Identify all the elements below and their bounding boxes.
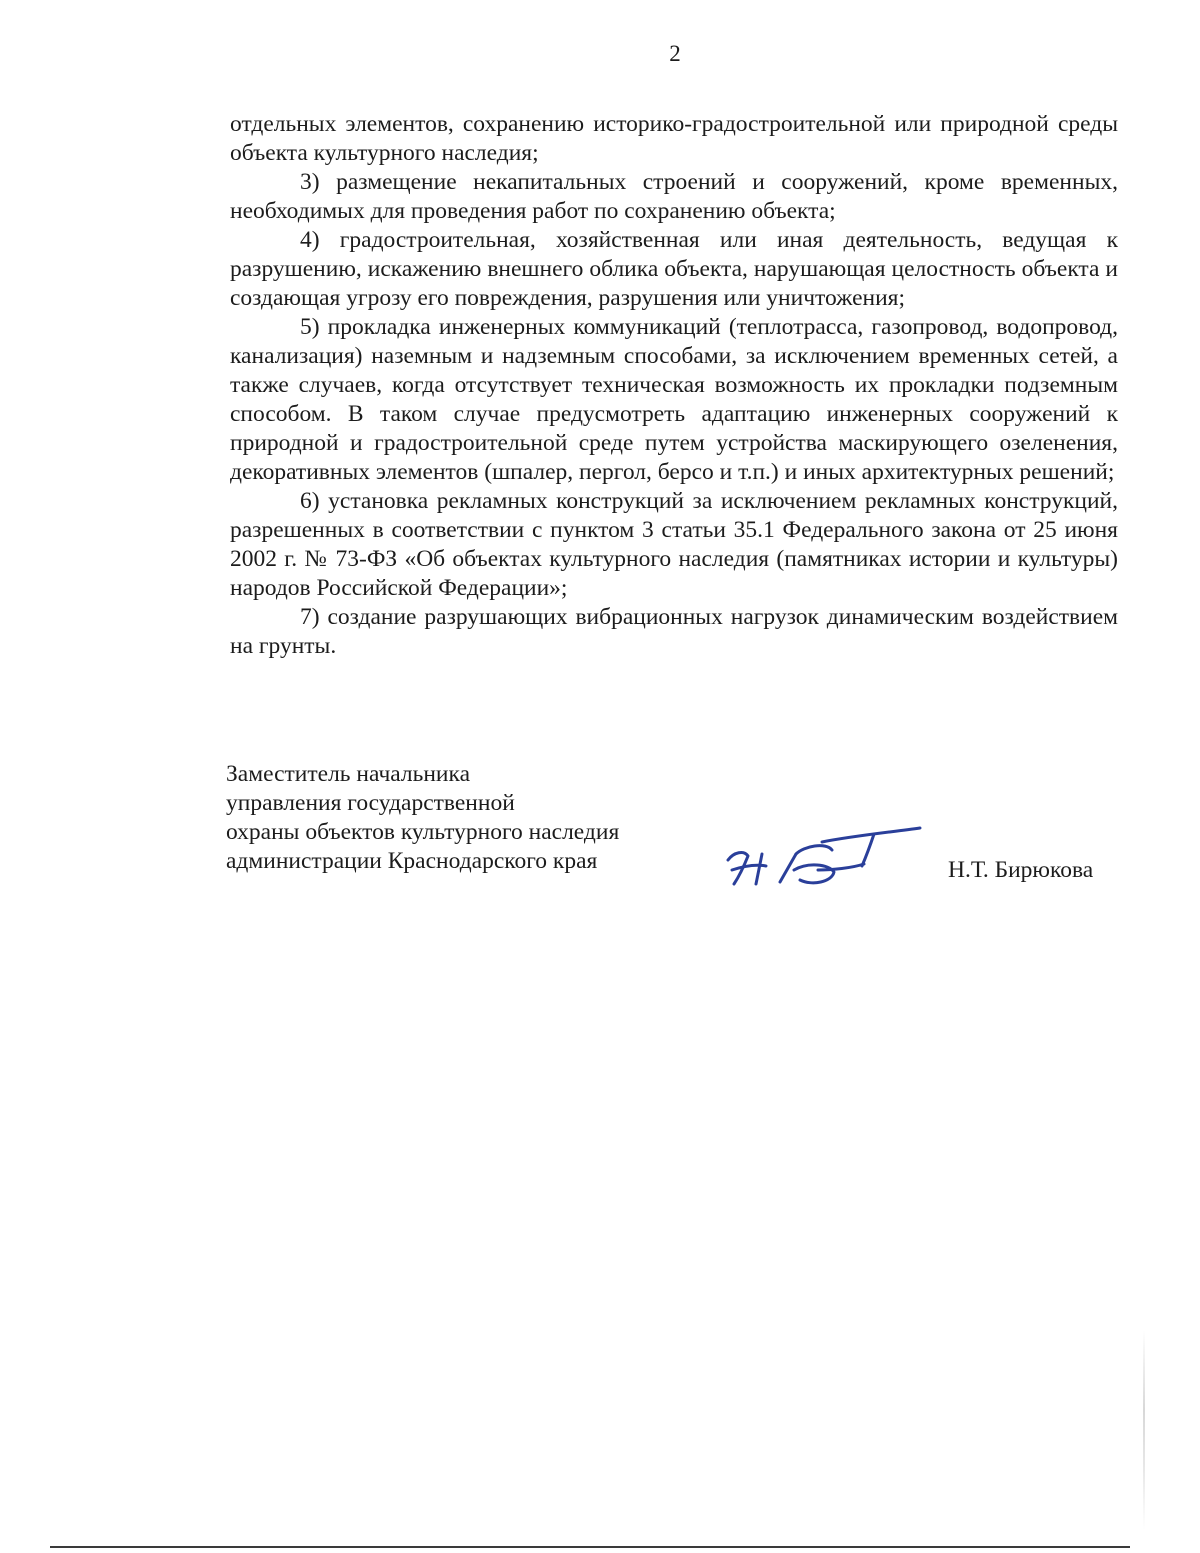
paragraph-item-4: 4) градостроительная, хозяйственная или иная деятельность, ведущая к разрушению, искажению внешнего облика объекта, нарушающая целостность объекта и создающая угрозу его повреждения, разрушения или уничтожения;	[230, 227, 1118, 311]
handwritten-signature	[722, 826, 922, 896]
position-line-3: охраны объектов культурного наследия	[226, 819, 620, 845]
paragraph-item-6: 6) установка рекламных конструкций за исключением рекламных конструкций, разрешенных в соответствии с пунктом 3 статьи 35.1 Федерального закона от 25 июня 2002 г. № 73-ФЗ «Об объектах культурного наследия (памятниках истории и культуры) народов Российской Федерации»;	[230, 488, 1118, 601]
paragraph-item-3: 3) размещение некапитальных строений и сооружений, кроме временных, необходимых для проведения работ по сохранению объекта;	[230, 169, 1118, 224]
paragraph-item-7: 7) создание разрушающих вибрационных нагрузок динамическим воздействием на грунты.	[230, 604, 1118, 659]
scan-edge-shadow	[1143, 1330, 1145, 1530]
signer-name: Н.Т. Бирюкова	[948, 857, 1094, 883]
paragraph-continuation: отдельных элементов, сохранению историко-градостроительной или природной среды объекта культурного наследия;	[230, 111, 1118, 166]
signatory-position	[226, 760, 696, 876]
page-number: 2	[669, 41, 681, 66]
paragraph-item-5: 5) прокладка инженерных коммуникаций (теплотрасса, газопровод, водопровод, канализация) наземным и надземным способами, за исключением временных сетей, а также случаев, когда отсутствует техническая возможность их прокладки подземным способом. В таком случае предусмотреть адаптацию инженерных сооружений к природной и градостроительной среде путем устройства маскирующего озеленения, декоративных элементов (шпалер, пергол, берсо и т.п.) и иных архитектурных решений;	[230, 314, 1118, 485]
page-bottom-edge	[50, 1546, 1130, 1548]
document-body	[230, 110, 1118, 661]
position-line-4: администрации Краснодарского края	[226, 848, 598, 874]
position-line-2: управления государственной	[226, 790, 515, 816]
position-line-1: Заместитель начальника	[226, 761, 470, 787]
